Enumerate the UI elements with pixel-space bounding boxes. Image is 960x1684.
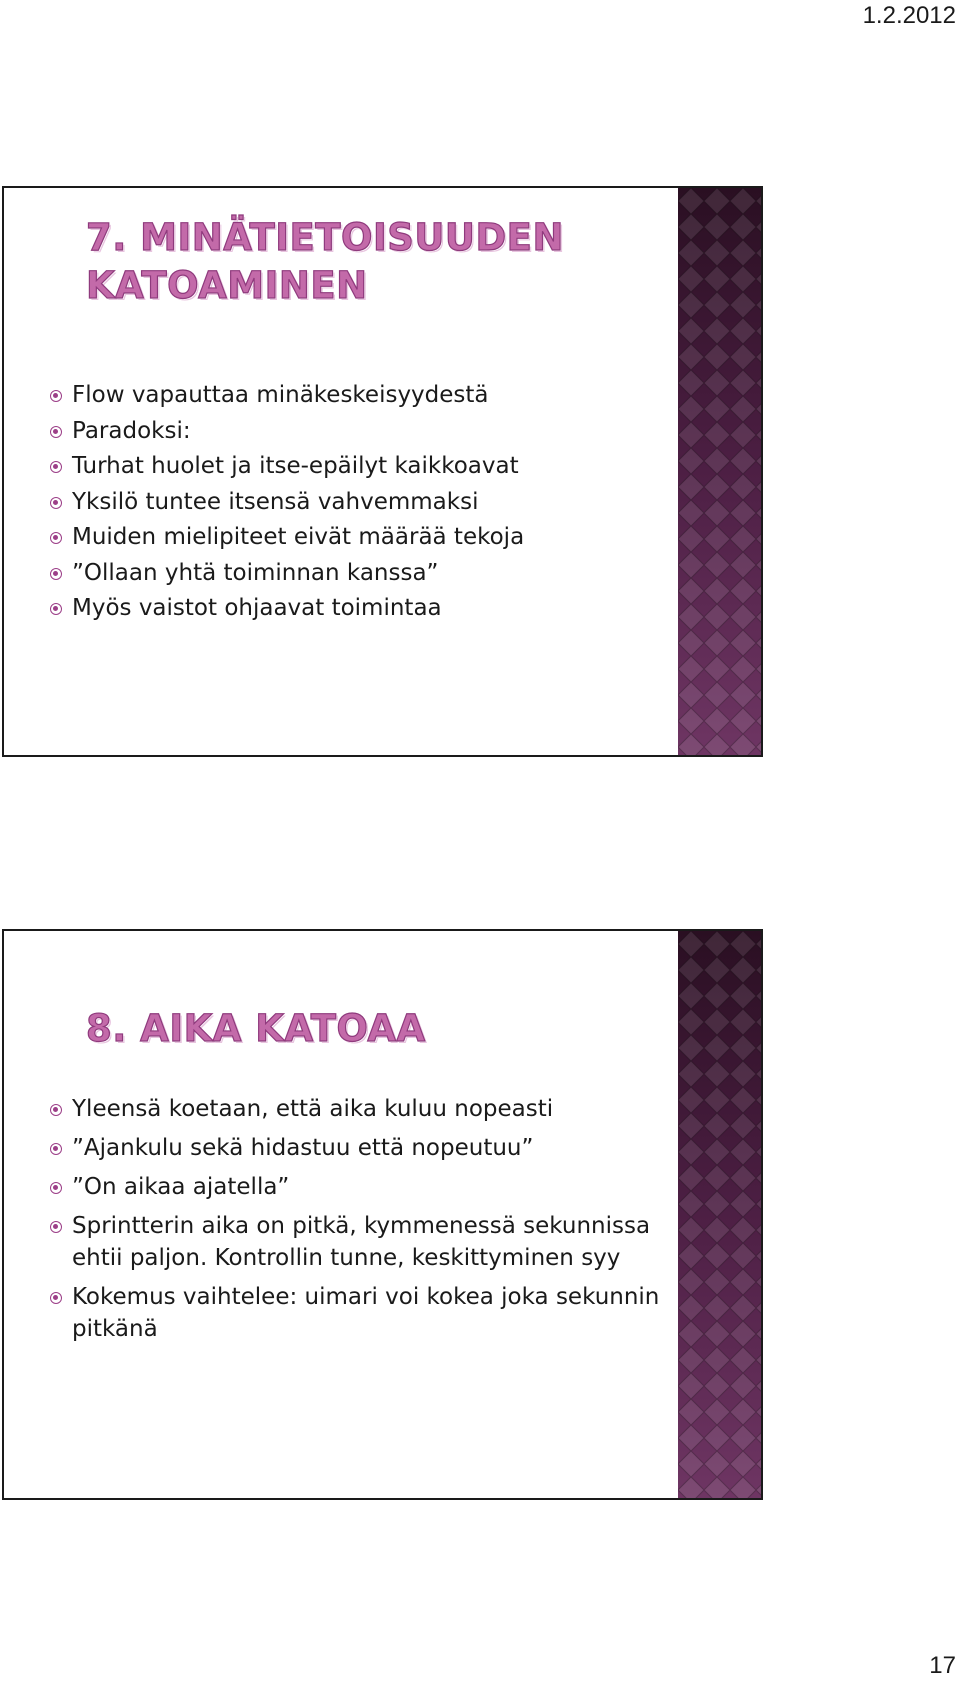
bullet-icon xyxy=(50,1221,62,1233)
bullet-text: ”On aikaa ajatella” xyxy=(72,1174,290,1200)
slide-title-line: 7. MINÄTIETOISUUDEN xyxy=(86,216,564,259)
bullet-icon xyxy=(50,390,62,402)
bullet-icon xyxy=(50,603,62,615)
bullet-icon xyxy=(50,426,62,438)
bullet-text: ehtii paljon. Kontrollin tunne, keskittyminen syy xyxy=(72,1245,621,1271)
page-date: 1.2.2012 xyxy=(862,2,956,29)
bullet-item xyxy=(50,485,670,521)
bullet-text: ”Ollaan yhtä toiminnan kanssa” xyxy=(72,559,439,586)
bullet-item xyxy=(50,520,670,556)
bullet-icon xyxy=(50,461,62,473)
bullet-text: Paradoksi: xyxy=(72,417,191,444)
bullet-icon xyxy=(50,1292,62,1304)
bullet-item xyxy=(50,1132,763,1164)
bullet-item xyxy=(50,1093,763,1125)
bullet-item xyxy=(50,1171,763,1203)
bullet-item xyxy=(50,414,670,450)
bullet-text: Muiden mielipiteet eivät määrää tekoja xyxy=(72,524,525,550)
bullet-text: Yksilö tuntee itsensä vahvemmaksi xyxy=(72,488,479,515)
bullet-item xyxy=(50,1281,763,1345)
bullet-text: Myös vaistot ohjaavat toimintaa xyxy=(72,595,442,621)
bullet-text: pitkänä xyxy=(72,1316,158,1342)
bullet-text: Sprintterin aika on pitkä, kymmenessä sekunnissa xyxy=(72,1213,651,1239)
bullet-text: Kokemus vaihtelee: uimari voi kokea joka sekunnin xyxy=(72,1284,660,1310)
bullet-text: Turhat huolet ja itse-epäilyt kaikkoavat xyxy=(72,453,519,479)
bullet-icon xyxy=(50,532,62,544)
slide-title xyxy=(86,214,564,310)
slide-decorative-band xyxy=(678,188,761,755)
bullet-text: ”Ajankulu sekä hidastuu että nopeutuu” xyxy=(72,1135,534,1161)
bullet-list xyxy=(50,378,670,627)
bullet-icon xyxy=(50,1182,62,1194)
bullet-icon xyxy=(50,568,62,580)
bullet-item xyxy=(50,449,670,485)
diamond-pattern xyxy=(678,188,761,755)
bullet-item xyxy=(50,556,670,592)
slide-title-line: KATOAMINEN xyxy=(86,264,368,307)
slide-8 xyxy=(2,929,763,1500)
bullet-icon xyxy=(50,497,62,509)
page-number: 17 xyxy=(929,1652,956,1679)
bullet-item xyxy=(50,591,670,627)
slide-title: 8. AIKA KATOAA xyxy=(86,1007,426,1050)
bullet-text: Flow vapauttaa minäkeskeisyydestä xyxy=(72,382,489,408)
bullet-list xyxy=(50,1093,763,1352)
slide-7 xyxy=(2,186,763,757)
bullet-icon xyxy=(50,1104,62,1116)
bullet-text: Yleensä koetaan, että aika kuluu nopeasti xyxy=(72,1096,554,1122)
bullet-icon xyxy=(50,1143,62,1155)
bullet-item xyxy=(50,378,670,414)
bullet-item xyxy=(50,1210,763,1274)
